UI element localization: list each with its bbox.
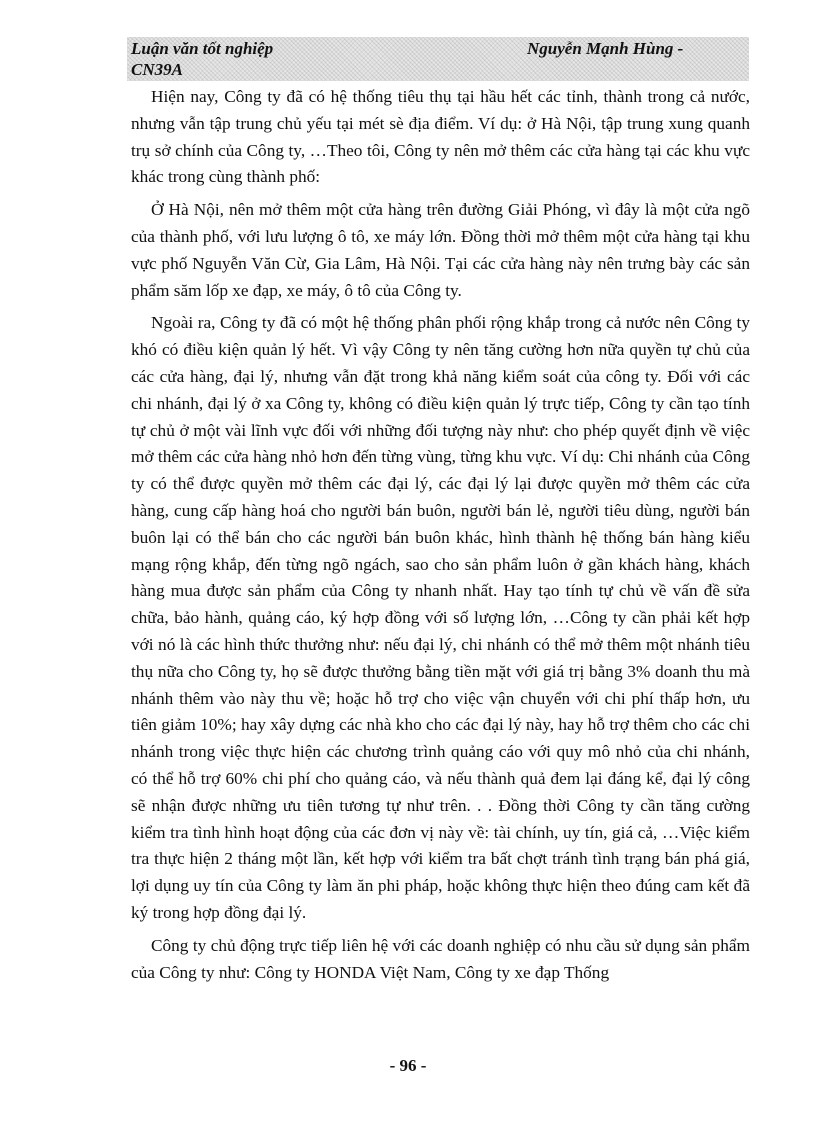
header-class-code: CN39A	[131, 60, 183, 79]
header-title: Luận văn tốt nghiệp	[131, 39, 274, 58]
paragraph-2: Ở Hà Nội, nên mở thêm một cửa hàng trên đường Giải Phóng, vì đây là một cửa ngõ của thành phố, với lưu lượng ô tô, xe máy lớn. Đồng thời mở thêm một cửa hàng tại khu vực phố Nguyễn Văn Cừ, Gia Lâm, Hà Nội. Tại các cửa hàng này nên trưng bày các sản phẩm săm lốp xe đạp, xe máy, ô tô của Công ty.	[131, 200, 750, 300]
paragraph-4: Công ty chủ động trực tiếp liên hệ với các doanh nghiệp có nhu cầu sử dụng sản phẩm của Công ty như: Công ty HONDA Việt Nam, Công ty xe đạp Thống	[131, 935, 750, 982]
body-text	[131, 84, 750, 986]
header-author: Nguyễn Mạnh Hùng -	[527, 39, 684, 58]
paragraph-3: Ngoài ra, Công ty đã có một hệ thống phân phối rộng khắp trong cả nước nên Công ty khó có điều kiện quản lý hết. Vì vậy Công ty nên tăng cường hơn nữa quyền tự chủ của các cửa hàng, đại lý, nhưng vẫn đặt trong khả năng kiểm soát của công ty. Đối với các chi nhánh, đại lý ở xa Công ty, không có điều kiện quản lý trực tiếp, Công ty cần tạo tính tự chủ ở một vài lĩnh vực đối với những đối tượng này như: cho phép quyết định về việc mở thêm các cửa hàng nhỏ hơn đến từng vùng, từng khu vực. Ví dụ: Chi nhánh của Công ty có thể được quyền mở thêm các đại lý, các đại lý lại được quyền mở thêm các cửa hàng, cung cấp hàng hoá cho người bán buôn, người bán lẻ, người tiêu dùng, người bán buôn lại có thể bán cho các người bán buôn khác, hình thành hệ thống bán hàng kiểu mạng rộng khắp, đến từng ngõ ngách, sao cho sản phẩm luôn ở gần khách hàng, khách hàng mua được sản phẩm của Công ty nhanh nhất. Hay tạo tính tự chủ về vấn đề sửa chữa, bảo hành, quảng cáo, ký hợp đồng với số lượng lớn, …Công ty cần phải kết hợp với nó là các hình thức thưởng như: nếu đại lý, chi nhánh có thể mở thêm một nhánh tiêu thụ nữa cho Công ty, họ sẽ được thưởng bằng tiền mặt với giá trị bằng 3% doanh thu mà nhánh thêm vào này thu về; hoặc hỗ trợ cho việc vận chuyển với chi phí thấp hơn, ưu tiên giảm 10%; hay xây dựng các nhà kho cho các đại lý này, hay hỗ trợ thêm cho các chi nhánh trong việc thực hiện các chương trình quảng cáo với quy mô nhỏ của chi nhánh, có thể hỗ trợ 60% chi phí cho quảng cáo, và nếu thành quả đem lại đáng kể, đại lý công sẽ nhận được những ưu tiên tương tự như trên. . . Đồng thời Công ty cần tăng cường kiểm tra tình hình hoạt động của các đơn vị này về: tài chính, uy tín, giá cả, …Việc kiểm tra thực hiện 2 tháng một lần, kết hợp với kiểm tra bất chợt tránh tình trạng bán phá giá, lợi dụng uy tín của Công ty làm ăn phi pháp, hoặc không thực hiện theo đúng cam kết đã ký trong hợp đồng đại lý.	[131, 313, 750, 922]
page-number: - 96 -	[389, 1056, 427, 1075]
paragraph-1: Hiện nay, Công ty đã có hệ thống tiêu thụ tại hầu hết các tỉnh, thành trong cả nước, nhưng vẫn tập trung chủ yếu tại mét sè địa điểm. Ví dụ: ở Hà Nội, tập trung xung quanh trụ sở chính của Công ty, …Theo tôi, Công ty nên mở thêm các cửa hàng tại các khu vực khác trong cùng thành phố:	[131, 87, 750, 187]
